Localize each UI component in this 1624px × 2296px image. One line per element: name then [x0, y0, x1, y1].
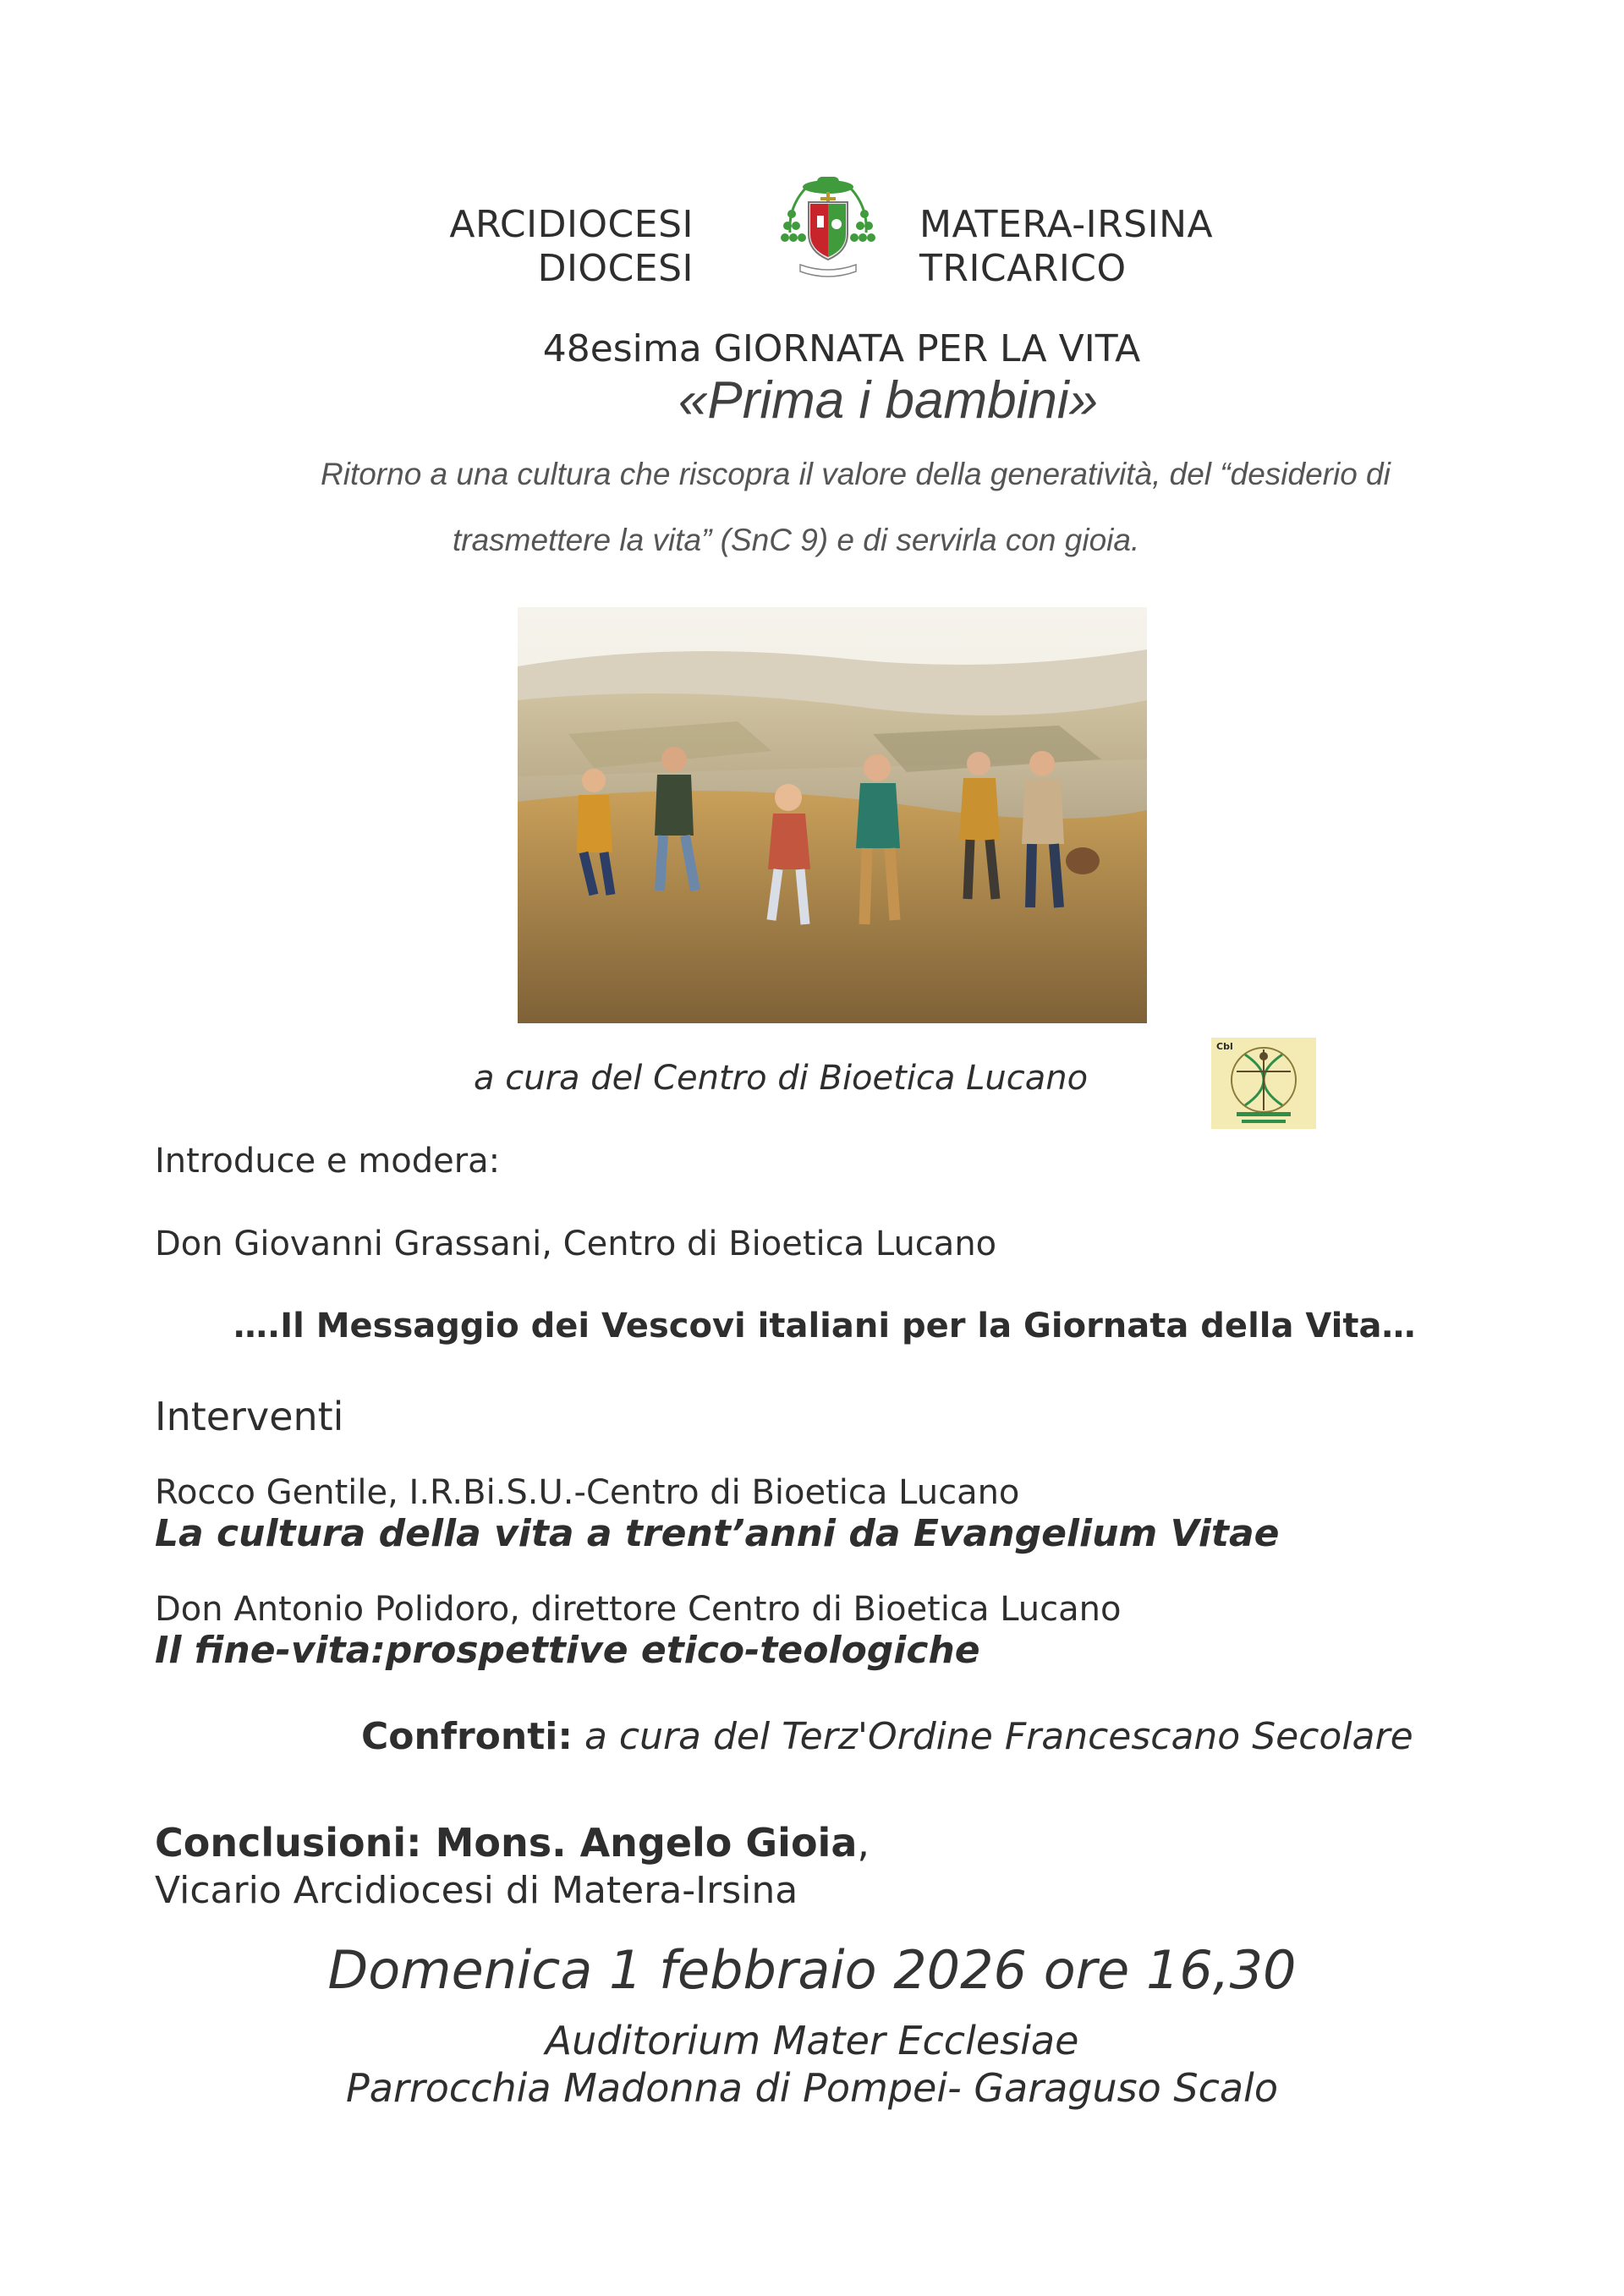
talk-title-2: Il fine-vita:prospettive etico-teologiche: [155, 1629, 980, 1672]
event-parish: Parrocchia Madonna di Pompei- Garaguso Scalo: [346, 2065, 1278, 2111]
header-left: [423, 203, 694, 291]
header-arcidiocesi: ARCIDIOCESI: [449, 203, 694, 246]
moderator-name: Don Giovanni Grassani, Centro di Bioetica Lucano: [155, 1225, 997, 1263]
confronti-text: a cura del Terz'Ordine Francescano Secolare: [572, 1715, 1413, 1758]
intro-line-2: trasmettere la vita” (SnC 9) e di servirla con gioia.: [453, 523, 1140, 557]
confronti-line: [361, 1715, 1413, 1758]
header-right: [919, 203, 1258, 291]
conclusioni-role: Vicario Arcidiocesi di Matera-Irsina: [155, 1869, 798, 1912]
intro-line-1: Ritorno a una cultura che riscopra il valore della generatività, del “desiderio di: [321, 457, 1391, 491]
introduce-label: Introduce e modera:: [155, 1142, 501, 1181]
conclusioni-line: [155, 1820, 870, 1866]
confronti-label: Confronti:: [361, 1715, 573, 1758]
event-date: Domenica 1 febbraio 2026 ore 16,30: [327, 1939, 1297, 2001]
header-tricarico: TRICARICO: [919, 247, 1127, 290]
header-matera-irsina: MATERA-IRSINA: [919, 203, 1214, 246]
event-title: 48esima GIORNATA PER LA VITA: [542, 327, 1141, 370]
talk-title-1: La cultura della vita a trent’anni da Evangelium Vitae: [155, 1512, 1280, 1555]
cbl-logo-icon: [1211, 1038, 1316, 1129]
bishops-message: ….Il Messaggio dei Vescovi italiani per la Giornata della Vita…: [233, 1307, 1416, 1345]
event-venue: Auditorium Mater Ecclesiae: [545, 2018, 1079, 2063]
family-running-photo: [518, 607, 1147, 1023]
coat-of-arms-icon: [780, 173, 876, 282]
event-motto: «Prima i bambini»: [678, 371, 1099, 430]
speaker-1: Rocco Gentile, I.R.Bi.S.U.-Centro di Bioetica Lucano: [155, 1473, 1020, 1512]
header-diocesi: DIOCESI: [537, 247, 694, 290]
speaker-2: Don Antonio Polidoro, direttore Centro di Bioetica Lucano: [155, 1590, 1122, 1629]
interventi-heading: Interventi: [155, 1394, 344, 1439]
curated-by: a cura del Centro di Bioetica Lucano: [474, 1059, 1089, 1098]
conclusioni-comma: ,: [857, 1820, 870, 1866]
svg-text:Cbl: Cbl: [1216, 1041, 1233, 1052]
conclusioni-label: Conclusioni: Mons. Angelo Gioia: [155, 1820, 858, 1866]
